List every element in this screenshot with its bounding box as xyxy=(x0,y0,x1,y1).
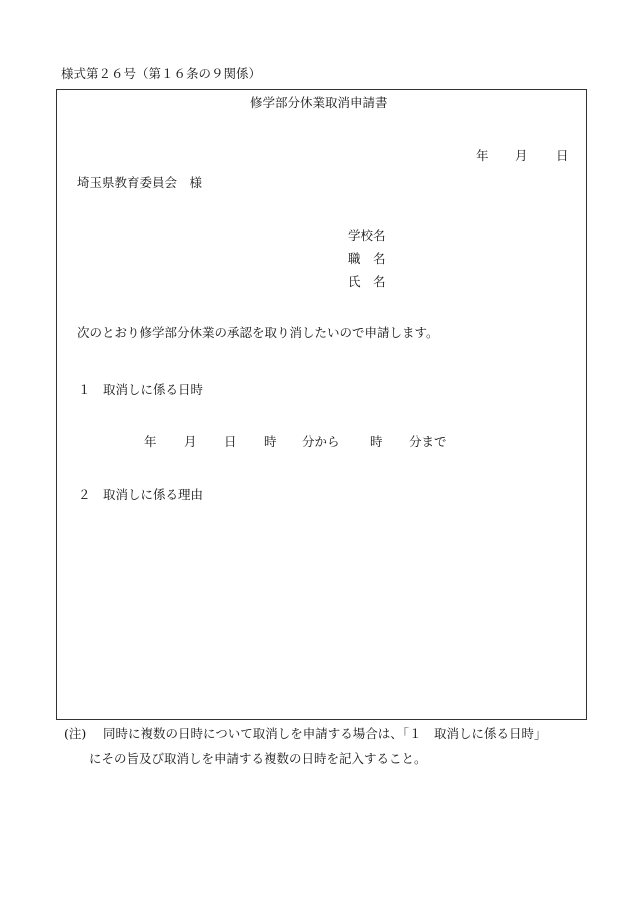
name-label: 氏 名 xyxy=(348,274,386,289)
application-statement: 次のとおり修学部分休業の承認を取り消したいので申請します。 xyxy=(77,325,439,340)
period-minute-to-label: 分まで xyxy=(409,434,447,449)
item1-label: 取消しに係る日時 xyxy=(103,382,204,397)
item2-label: 取消しに係る理由 xyxy=(103,487,204,502)
item2-number: ２ xyxy=(78,487,91,502)
note-line-2: にその旨及び取消しを申請する複数の日時を記入すること。 xyxy=(89,751,427,766)
date-day-label: 日 xyxy=(556,148,569,163)
period-minute-from-label: 分から xyxy=(302,434,340,449)
note-marker: (注) xyxy=(64,726,87,741)
item1-number: １ xyxy=(78,382,91,397)
form-title: 修学部分休業取消申請書 xyxy=(250,95,388,110)
position-label: 職 名 xyxy=(348,251,386,266)
period-day-label: 日 xyxy=(224,434,237,449)
period-month-label: 月 xyxy=(184,434,197,449)
period-hour-label: 時 xyxy=(264,434,277,449)
note-line-1: 同時に複数の日時について取消しを申請する場合は、「１ 取消しに係る日時」 xyxy=(103,726,547,741)
period-year-label: 年 xyxy=(144,434,157,449)
school-name-label: 学校名 xyxy=(348,228,386,243)
period-hour-to-label: 時 xyxy=(370,434,383,449)
date-month-label: 月 xyxy=(515,148,528,163)
date-year-label: 年 xyxy=(476,148,489,163)
form-number: 様式第２６号（第１６条の９関係） xyxy=(61,66,262,81)
addressee: 埼玉県教育委員会 様 xyxy=(77,175,203,190)
